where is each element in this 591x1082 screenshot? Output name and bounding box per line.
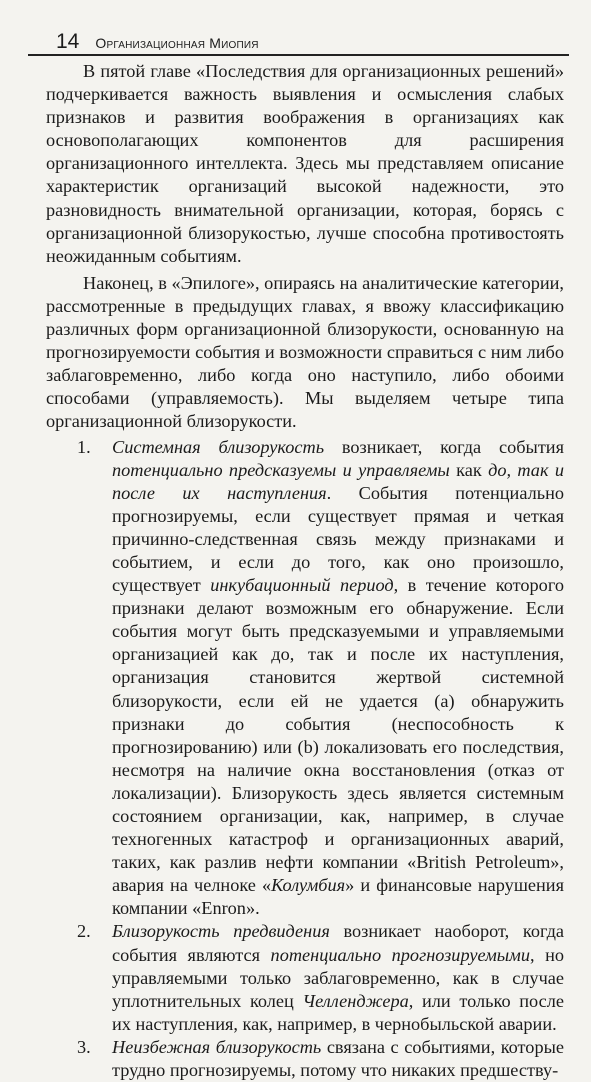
text-run: , или только после их наступления, как, например, в чернобыльской аварии.	[112, 991, 564, 1034]
text-run: связана с событиями, которые трудно прогнозируемы, потому что никаких предшеству-	[112, 1037, 564, 1080]
italic-term: Системная близорукость	[112, 437, 324, 457]
running-title: Организационная Миопия	[95, 32, 258, 54]
text-run: возникает наоборот, когда события являются	[112, 921, 564, 964]
page-body	[46, 60, 564, 1082]
page-number: 14	[56, 30, 79, 54]
page-header	[28, 26, 569, 56]
italic-term: Челленджера	[303, 991, 409, 1011]
myopia-types-list	[46, 436, 564, 1082]
text-run: возникает, когда события	[324, 437, 564, 457]
text-run: » и финансовые нарушения компании «Enron».	[112, 875, 564, 918]
italic-term: Неизбежная близорукость	[112, 1037, 321, 1057]
list-item	[46, 1036, 564, 1082]
list-item-number: 2.	[46, 920, 112, 1035]
italic-term: до, так и после их наступления	[112, 460, 564, 503]
list-item	[46, 920, 564, 1035]
text-run: , но управляемыми только заблаговременно, как в случае уплотнительных колец	[112, 945, 564, 1011]
text-run: как	[450, 460, 488, 480]
text-run: , в течение которого признаки делают возможным его обнаружение. Если события могут быть предсказуемыми и управляемыми организацией как до, так и после их наступления, организация становится жертвой системной близорукости, если ей не удается (a) обнаружить признаки до события (неспособность к прогнозированию) или (b) локализовать его последствия, несмотря на наличие окна восстановления (отказ от локализации). Близорукость здесь является системным состоянием организации, как, например, в случае техногенных катастроф и организационных аварий, таких, как разлив нефти компании «British Petroleum», авария на челноке «	[112, 575, 564, 895]
list-item-number: 1.	[46, 436, 112, 921]
list-item	[46, 436, 564, 921]
paragraph: В пятой главе «Последствия для организационных решений» подчеркивается важность выявления и осмысления слабых признаков и развития воображения в организациях как основополагающих компонентов для расширения организационного интеллекта. Здесь мы представляем описание характеристик организаций высокой надежности, это разновидность внимательной организации, которая, борясь с организационной близорукостью, лучше способна противостоять неожиданным событиям.	[46, 60, 564, 268]
list-item-number: 3.	[46, 1036, 112, 1082]
text-run: . События потенциально прогнозируемы, если существует прямая и четкая причинно-следственная связь между признаками и событием, и если до того, как оно произошло, существует	[112, 483, 564, 595]
list-item-text	[112, 436, 564, 921]
italic-term: Близорукость предвидения	[112, 921, 330, 941]
list-item-text	[112, 920, 564, 1035]
list-item-text	[112, 1036, 564, 1082]
italic-term: Колумбия	[271, 875, 345, 895]
italic-term: потенциально предсказуемы и управляемы	[112, 460, 450, 480]
italic-term: потенциально прогнозируемыми	[271, 945, 530, 965]
italic-term: инкубационный период	[210, 575, 393, 595]
paragraph: Наконец, в «Эпилоге», опираясь на аналитические категории, рассмотренные в предыдущих главах, я ввожу классификацию различных форм организационной близорукости, основанную на прогнозируемости события и возможности справиться с ним либо заблаговременно, либо когда оно наступило, либо обоими способами (управляемость). Мы выделяем четыре типа организационной близорукости.	[46, 272, 564, 434]
